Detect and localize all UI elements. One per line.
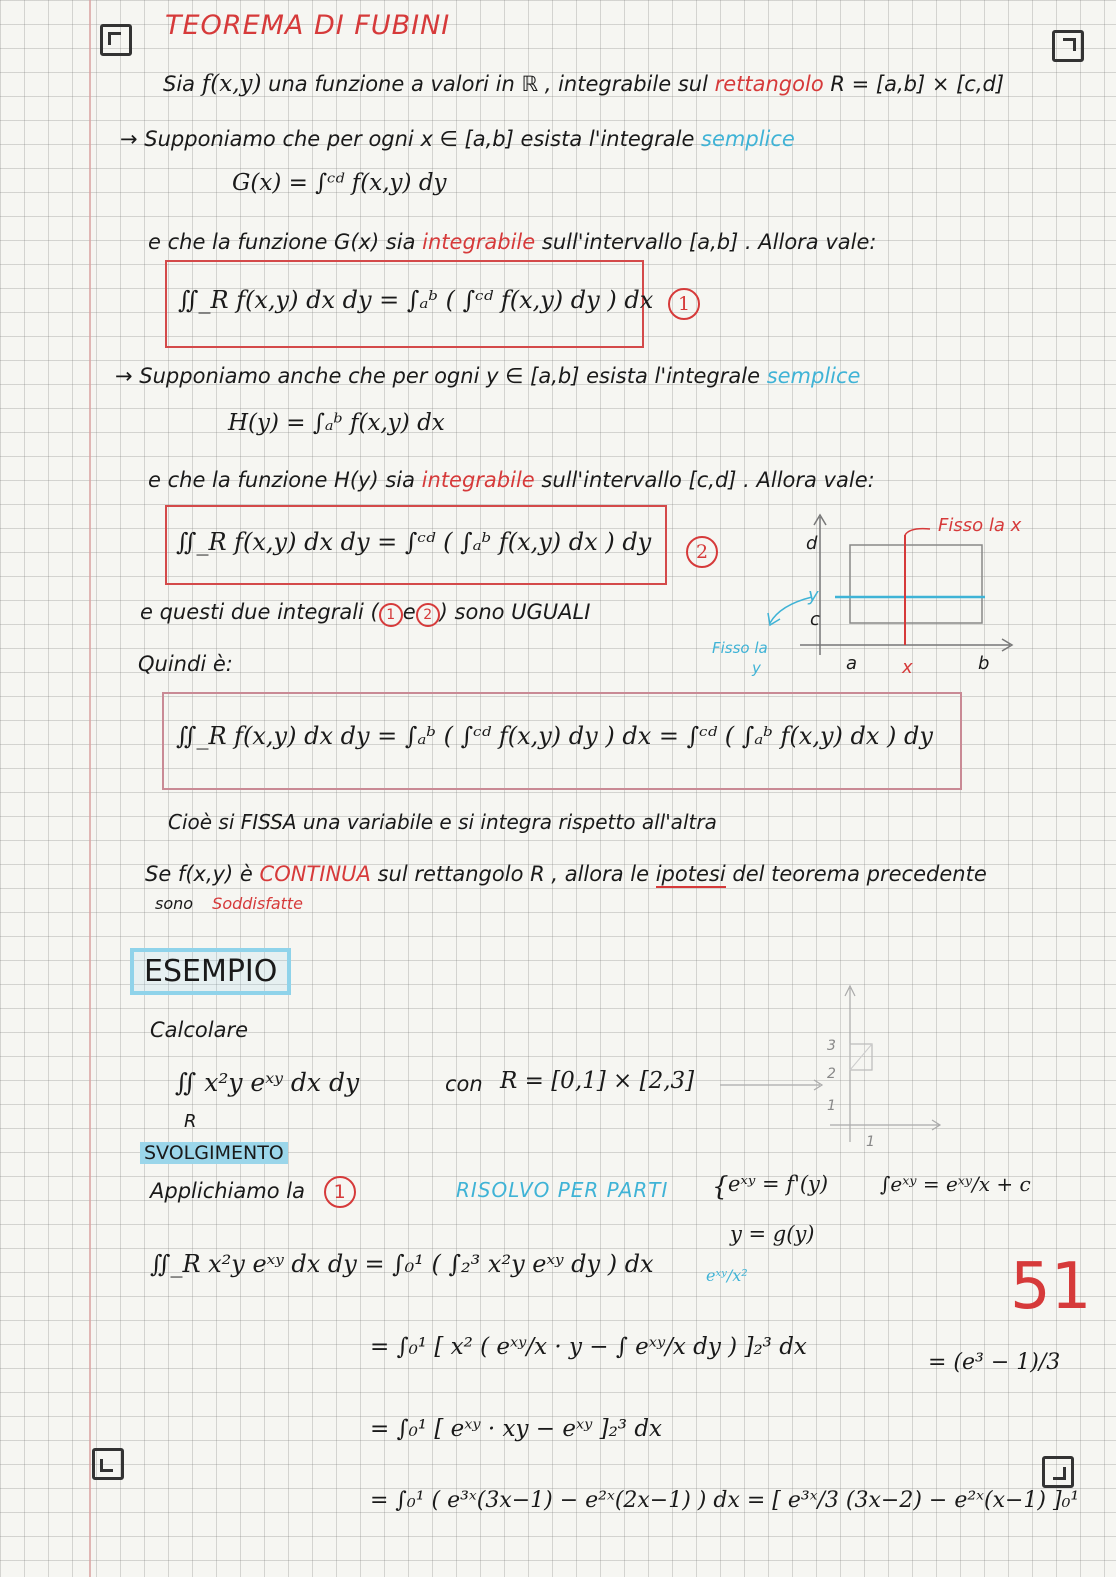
continua-sono (155, 890, 303, 918)
continua-text-6: sono (155, 894, 194, 913)
step-3: = ∫₀¹ [ eˣʸ · xy − eˣʸ ]₂³ dx (370, 1416, 663, 1442)
number-badge-1-small: 1 (379, 603, 403, 627)
formula-1: ∬_R f(x,y) dx dy = ∫ₐᵇ ( ∫ᶜᵈ f(x,y) dy ) dx (178, 286, 654, 314)
intro-domain: R = [a,b] × [c,d] (830, 72, 1005, 96)
hyp2-line2 (148, 466, 875, 494)
cioe-line: Cioè si FISSA una variabile e si integra rispetto all'altra (168, 810, 717, 834)
hyp1-text5: sull'intervallo [a,b] . Allora vale: (541, 230, 877, 254)
applichiamo-text: Applichiamo la (150, 1179, 305, 1203)
calcolare-label: Calcolare (150, 1018, 249, 1042)
continua-text-3: sul rettangolo R , allora le (377, 862, 650, 886)
continua-word: CONTINUA (259, 862, 371, 886)
formula-1-number (668, 288, 700, 320)
diagram-label-c: c (810, 609, 820, 630)
equal-text-1: e questi due integrali ( (140, 600, 379, 624)
diagram2-label-3: 3 (827, 1038, 836, 1054)
hyp1-text3: e che la funzione G(x) sia (148, 230, 416, 254)
fisso-x-label: Fisso la x (938, 515, 1022, 536)
arrow-icon: → (120, 127, 138, 151)
intro-rettangolo: rettangolo (714, 72, 824, 96)
step-4: = ∫₀¹ ( e³ˣ(3x−1) − e²ˣ(2x−1) ) dx = [ e³ˣ/3 (3x−2) − e²ˣ(x−1) ]₀¹ (370, 1488, 1080, 1513)
hyp1-line2 (148, 228, 876, 256)
intro-line (163, 70, 1004, 98)
diagram2-label-1: 1 (827, 1098, 836, 1114)
hyp1-integrabile: integrabile (422, 230, 536, 254)
problem-integral: ∬ x²y eˣʸ dx dy (175, 1068, 360, 1097)
formula-2-number (686, 536, 718, 568)
fisso-y-label: Fisso la (712, 639, 768, 657)
g-formula: G(x) = ∫ᶜᵈ f(x,y) dy (232, 170, 447, 196)
parti-brace: { (712, 1172, 729, 1202)
diagram-label-y: y (808, 585, 819, 606)
hyp2-text: Supponiamo anche che per ogni y ∈ [a,b] esista l'integrale (139, 364, 760, 388)
intro-text-1: Sia (163, 72, 196, 96)
hyp2-semplice: semplice (766, 364, 861, 388)
diagram-label-b: b (978, 653, 990, 674)
h-formula: H(y) = ∫ₐᵇ f(x,y) dx (228, 410, 445, 436)
hyp1-semplice: semplice (701, 127, 795, 151)
number-badge-1: 1 (668, 288, 700, 320)
corner-mark-top-right (1052, 30, 1084, 62)
step-2: = ∫₀¹ [ x² ( eˣʸ/x · y − ∫ eˣʸ/x dy ) ]₂³ dx (370, 1334, 807, 1360)
number-badge-2: 2 (686, 536, 718, 568)
equal-line (140, 598, 590, 627)
continua-line (145, 860, 987, 888)
hyp2-text5: sull'intervallo [c,d] . Allora vale: (541, 468, 875, 492)
diagram-label-x: x (902, 657, 913, 678)
parti-line2: y = g(y) (730, 1222, 815, 1246)
problem-subscript: R (184, 1111, 197, 1132)
formula-2: ∬_R f(x,y) dx dy = ∫ᶜᵈ ( ∫ₐᵇ f(x,y) dx ) dy (176, 528, 652, 556)
problem-domain: R = [0,1] × [2,3] (500, 1068, 695, 1094)
corner-mark-top-left (100, 24, 132, 56)
continua-text-1: Se f(x,y) è (145, 862, 253, 886)
number-badge-2-small: 2 (416, 603, 440, 627)
diagram-label-a: a (846, 653, 858, 674)
intro-function: f(x,y) (201, 71, 262, 97)
diagram2-label-x1: 1 (866, 1134, 875, 1150)
page-title: TEOREMA DI FUBINI (165, 10, 451, 41)
page-number: 51 (1010, 1250, 1092, 1324)
diagram2-label-2: 2 (827, 1066, 836, 1082)
equal-and: e (402, 600, 416, 624)
esempio-heading: ESEMPIO (130, 948, 291, 995)
step-note: eˣʸ/x² (706, 1266, 748, 1285)
number-badge-apply: 1 (324, 1176, 356, 1208)
hyp2-integrabile: integrabile (421, 468, 535, 492)
diagram-label-d: d (806, 533, 818, 554)
continua-text-5: del teorema precedente (732, 862, 987, 886)
hyp1-text: Supponiamo che per ogni x ∈ [a,b] esista l'integrale (144, 127, 695, 151)
hyp2-line (115, 362, 860, 390)
parti-label: RISOLVO PER PARTI (456, 1178, 669, 1202)
svolgimento-heading: SVOLGIMENTO (140, 1142, 288, 1164)
corner-mark-bottom-left (92, 1448, 124, 1480)
intro-text-2: una funzione a valori in ℝ , integrabile sul (268, 72, 708, 96)
parti-line1: eˣʸ = f'(y) (728, 1172, 829, 1196)
domain-diagram (700, 980, 950, 1150)
parti-result: ∫eˣʸ = eˣʸ/x + c (880, 1172, 1031, 1196)
arrow-icon: → (115, 364, 133, 388)
formula-final: ∬_R f(x,y) dx dy = ∫ₐᵇ ( ∫ᶜᵈ f(x,y) dy ) dx = ∫ᶜᵈ ( ∫ₐᵇ f(x,y) dx ) dy (176, 722, 933, 750)
hyp1-line (120, 125, 795, 153)
fisso-y-var: y (752, 659, 761, 677)
continua-ipotesi: ipotesi (655, 862, 726, 886)
step-1: ∬_R x²y eˣʸ dx dy = ∫₀¹ ( ∫₂³ x²y eˣʸ dy ) dx (150, 1250, 654, 1278)
equal-text-2: ) sono UGUALI (439, 600, 591, 624)
applichiamo-line (150, 1176, 356, 1208)
step-result: = (e³ − 1)/3 (928, 1350, 1061, 1375)
problem-con: con (445, 1072, 483, 1096)
quindi-label: Quindi è: (138, 652, 233, 676)
hyp2-text3: e che la funzione H(y) sia (148, 468, 415, 492)
corner-mark-bottom-right (1042, 1456, 1074, 1488)
continua-soddisfatte: Soddisfatte (212, 894, 304, 913)
